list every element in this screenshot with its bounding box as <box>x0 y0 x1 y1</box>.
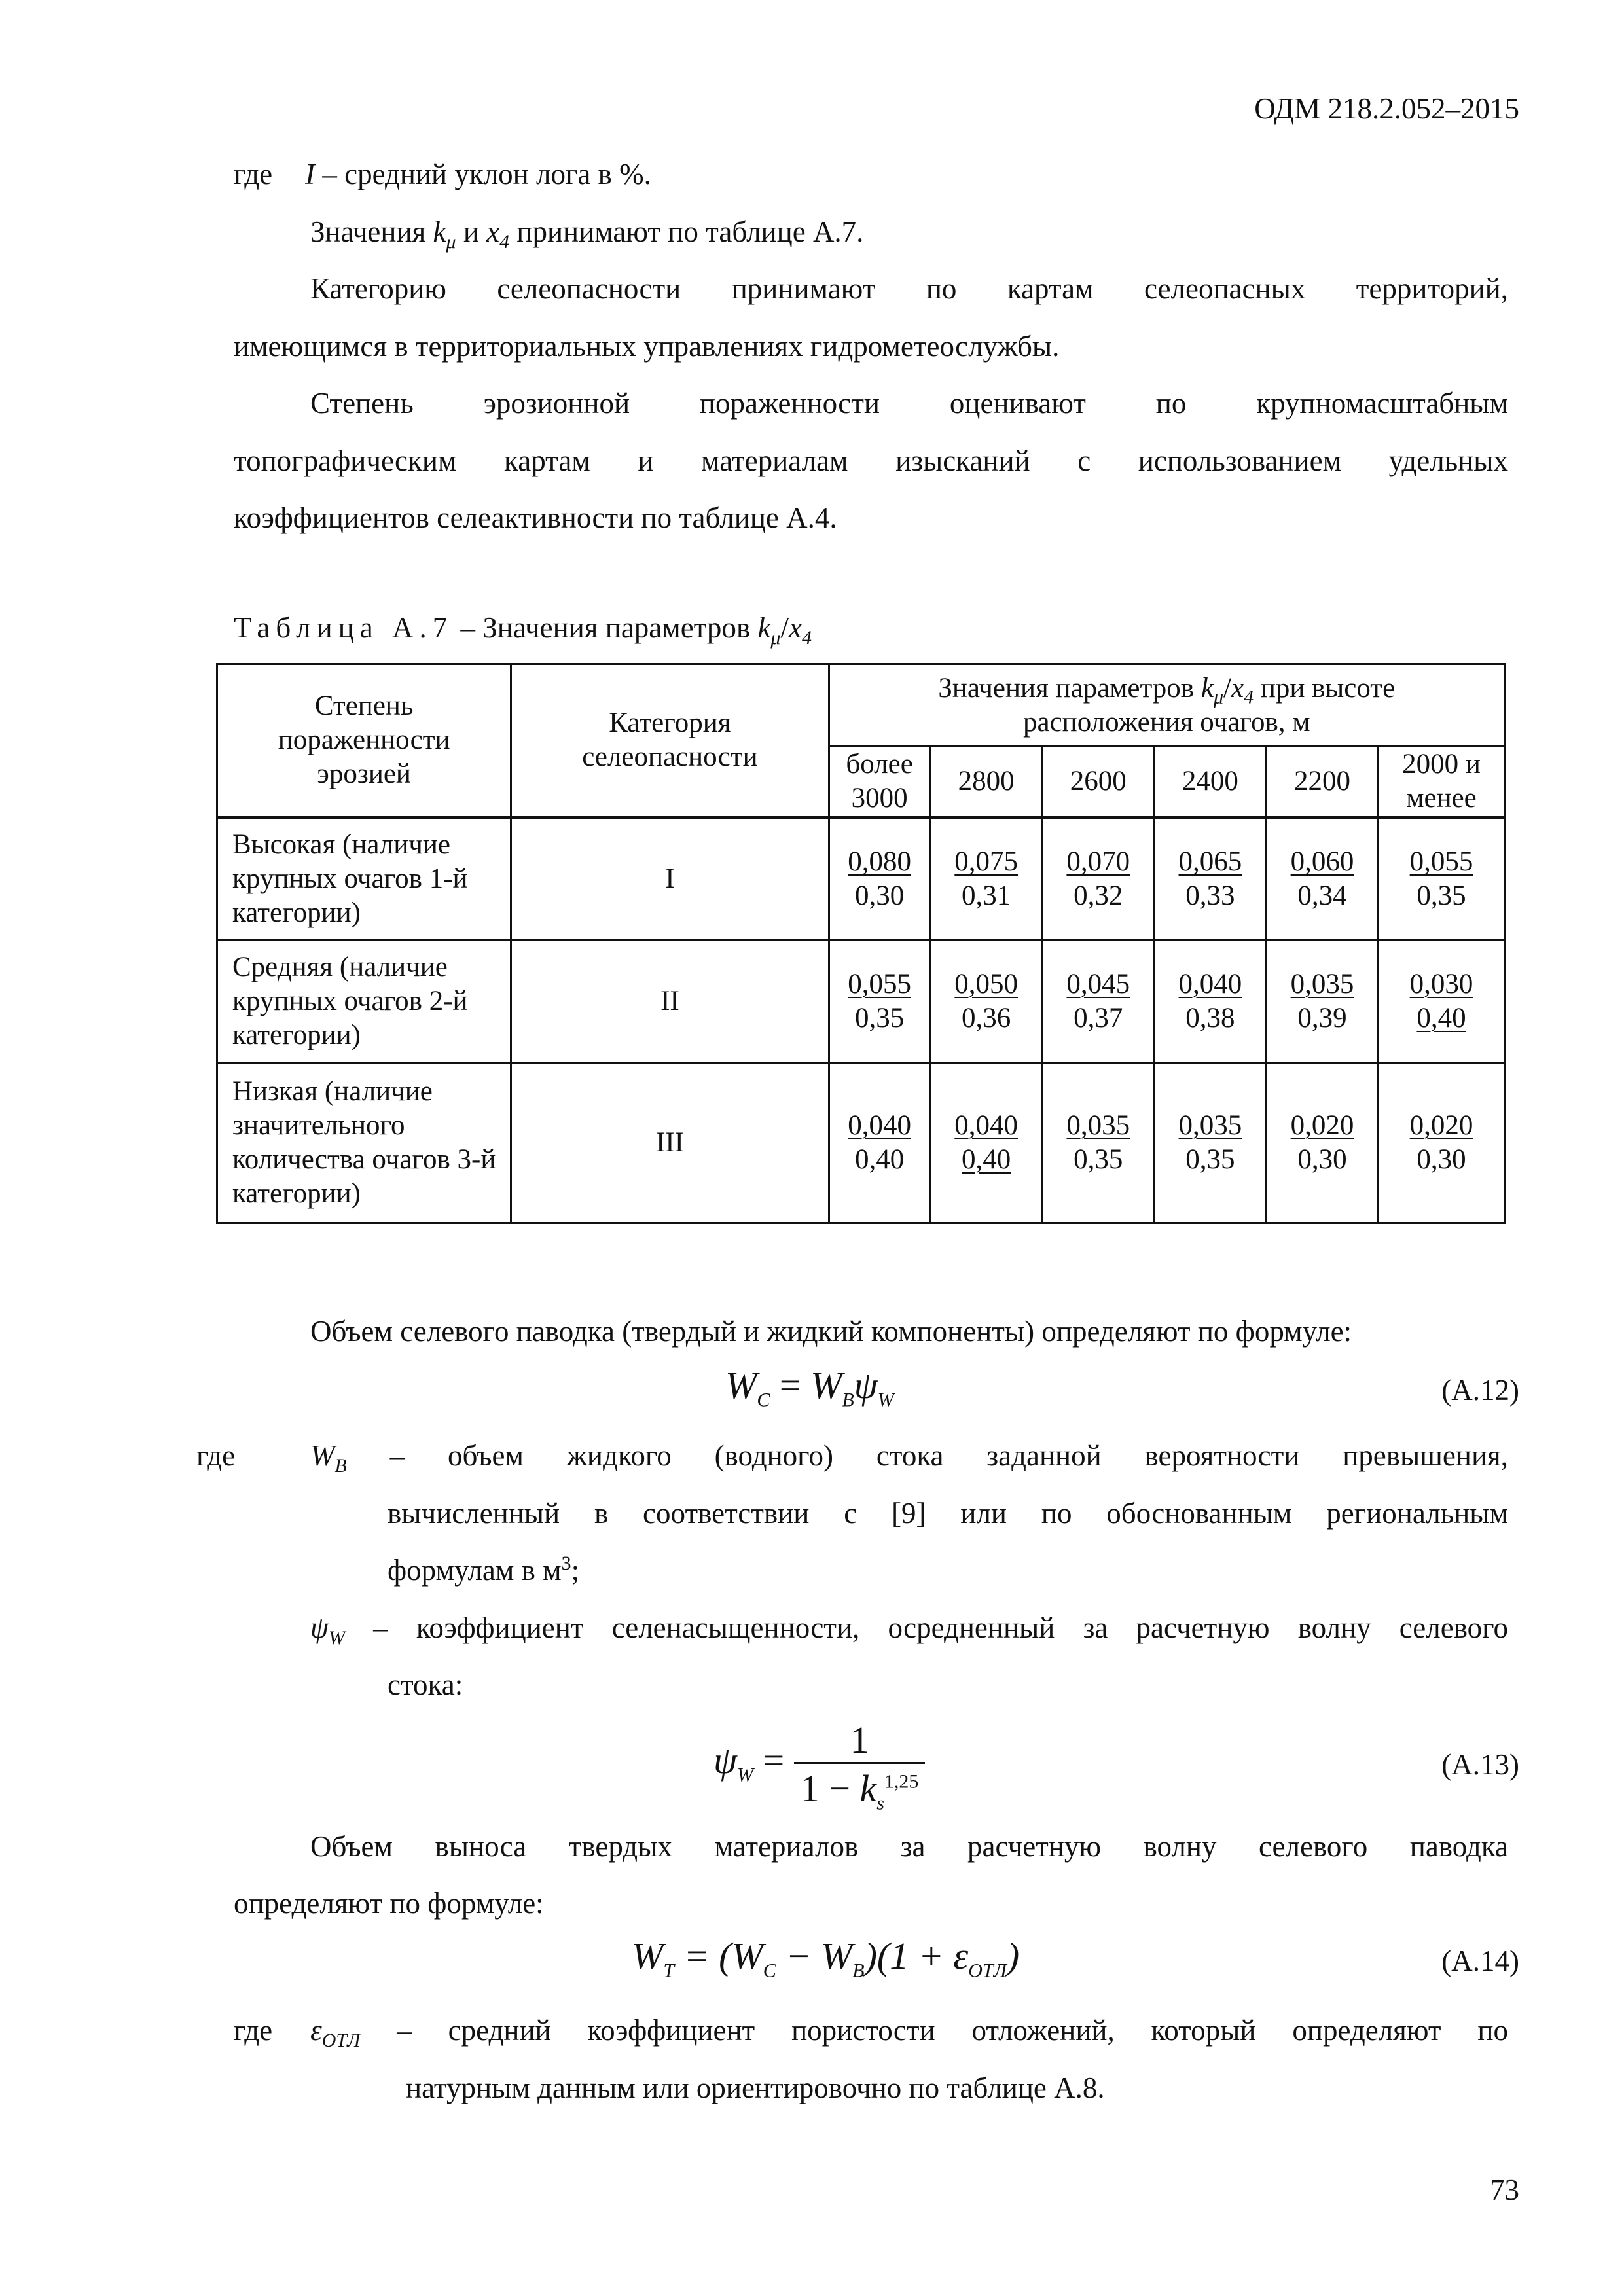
equation-number-a14: (А.14) <box>1441 1945 1519 1977</box>
value-cell: $\frac{0,020}{0,30}$ <box>1379 1062 1505 1223</box>
table-row-low <box>217 1062 1505 1223</box>
where-line <box>234 145 651 203</box>
parameters-table <box>216 663 1506 1224</box>
value-cell: $\frac{0,050}{0,36}$ <box>930 940 1042 1062</box>
value-cell: $\frac{0,065}{0,33}$ <box>1154 817 1266 940</box>
header-values: Значения параметров $k_\mu/x_4$ при высоте расположения очагов, м <box>829 664 1504 747</box>
value-cell: $\frac{0,030}{0,40}$ <box>1379 940 1505 1062</box>
value-cell: $\frac{0,060}{0,34}$ <box>1266 817 1378 940</box>
wb-definition-line1: $W_B$ – объем жидкого (водного) стока заданной вероятности превышения, <box>310 1439 1508 1477</box>
table-row-medium <box>217 940 1505 1062</box>
value-cell: $\frac{0,080}{0,30}$ <box>829 817 930 940</box>
height-col-6: 2000 и менее <box>1379 747 1505 818</box>
table-caption-label: Таблица А.7 <box>234 611 454 644</box>
category-paragraph-line1: Категорию селеопасности принимают по картам селеопасных территорий, <box>310 272 1508 305</box>
category-cell: III <box>511 1062 829 1223</box>
category-cell: I <box>511 817 829 940</box>
value-cell: $\frac{0,040}{0,40}$ <box>829 1062 930 1223</box>
value-cell: $\frac{0,035}{0,35}$ <box>1042 1062 1154 1223</box>
where-word-2: где <box>196 1439 236 1472</box>
equation-number-a12: (А.12) <box>1441 1374 1519 1407</box>
value-cell: $\frac{0,070}{0,32}$ <box>1042 817 1154 940</box>
formula-a14: $W_T = (W_C - W_B)(1 + \varepsilon_{ОТЛ})$ <box>632 1935 1020 1982</box>
params-note: Значения $k_\mu$ и $x_4$ принимают по таблице А.7. <box>310 215 864 253</box>
erosion-paragraph-line1: Степень эрозионной пораженности оценивают по крупномасштабным <box>310 387 1508 420</box>
category-cell: II <box>511 940 829 1062</box>
degree-cell: Высокая (наличие крупных очагов 1-й категории) <box>217 817 511 940</box>
degree-cell: Средняя (наличие крупных очагов 2-й категории) <box>217 940 511 1062</box>
formula-a12: $W_C = W_B\psi_W$ <box>725 1364 894 1411</box>
fraction-a13: $\frac{1}{1 - k_s^{1,25}}$ <box>794 1718 926 1810</box>
height-col-2: 2800 <box>930 747 1042 818</box>
psi-definition-line1: $\psi_W$ – коэффициент селенасыщенности, осредненный за расчетную волну селевого <box>310 1611 1508 1649</box>
erosion-paragraph-line3: коэффициентов селеактивности по таблице А.4. <box>234 501 837 534</box>
degree-cell: Низкая (наличие значительного количества очагов 3-й категории) <box>217 1062 511 1223</box>
value-cell: $\frac{0,035}{0,35}$ <box>1154 1062 1266 1223</box>
document-code: ОДМ 218.2.052–2015 <box>1254 92 1519 125</box>
volume-paragraph: Объем селевого паводка (твердый и жидкий компоненты) определяют по формуле: <box>310 1315 1352 1348</box>
where-word: где <box>234 158 273 190</box>
erosion-paragraph-line2: топографическим картам и материалам изысканий с использованием удельных <box>234 444 1508 477</box>
page-number: 73 <box>1490 2174 1519 2206</box>
wb-definition-line3: формулам в $м^3$; <box>388 1552 580 1587</box>
category-paragraph-line2: имеющимся в территориальных управлениях гидрометеослужбы. <box>234 330 1060 363</box>
value-cell: $\frac{0,055}{0,35}$ <box>1379 817 1505 940</box>
table-row-high <box>217 817 1505 940</box>
header-row-1 <box>217 664 1505 747</box>
height-col-3: 2600 <box>1042 747 1154 818</box>
eps-definition-line2: натурным данным или ориентировочно по таблице А.8. <box>406 2072 1105 2104</box>
header-category: Категория селеопасности <box>511 664 829 818</box>
psi-definition-line2: стока: <box>388 1668 463 1701</box>
value-cell: $\frac{0,020}{0,30}$ <box>1266 1062 1378 1223</box>
height-col-4: 2400 <box>1154 747 1266 818</box>
value-cell: $\frac{0,075}{0,31}$ <box>930 817 1042 940</box>
value-cell: $\frac{0,040}{0,38}$ <box>1154 940 1266 1062</box>
table-caption: Таблица А.7 – Значения параметров $k_\mu/x_4$ <box>234 611 812 649</box>
value-cell: $\frac{0,040}{0,40}$ <box>930 1062 1042 1223</box>
wb-definition-line2: вычисленный в соответствии с [9] или по обоснованным региональным <box>388 1497 1508 1530</box>
where-word-3: где <box>234 2014 273 2047</box>
eps-definition-line1: $\varepsilon_{ОТЛ}$ – средний коэффициент пористости отложений, который определяют по <box>310 2014 1508 2051</box>
solids-paragraph-line1: Объем выноса твердых материалов за расчетную волну селевого паводка <box>310 1830 1508 1863</box>
slope-definition: – средний уклон лога в %. <box>315 158 651 190</box>
header-degree: Степень пораженности эрозией <box>217 664 511 818</box>
height-col-5: 2200 <box>1266 747 1378 818</box>
value-cell: $\frac{0,045}{0,37}$ <box>1042 940 1154 1062</box>
equation-number-a13: (А.13) <box>1441 1748 1519 1781</box>
slope-symbol: I <box>305 158 316 190</box>
value-cell: $\frac{0,035}{0,39}$ <box>1266 940 1378 1062</box>
formula-a13: $\psi_W$ = $\frac{1}{1 - k_s^{1,25}}$ <box>713 1718 925 1810</box>
value-cell: $\frac{0,055}{0,35}$ <box>829 940 930 1062</box>
solids-paragraph-line2: определяют по формуле: <box>234 1887 544 1920</box>
height-col-1: более 3000 <box>829 747 930 818</box>
